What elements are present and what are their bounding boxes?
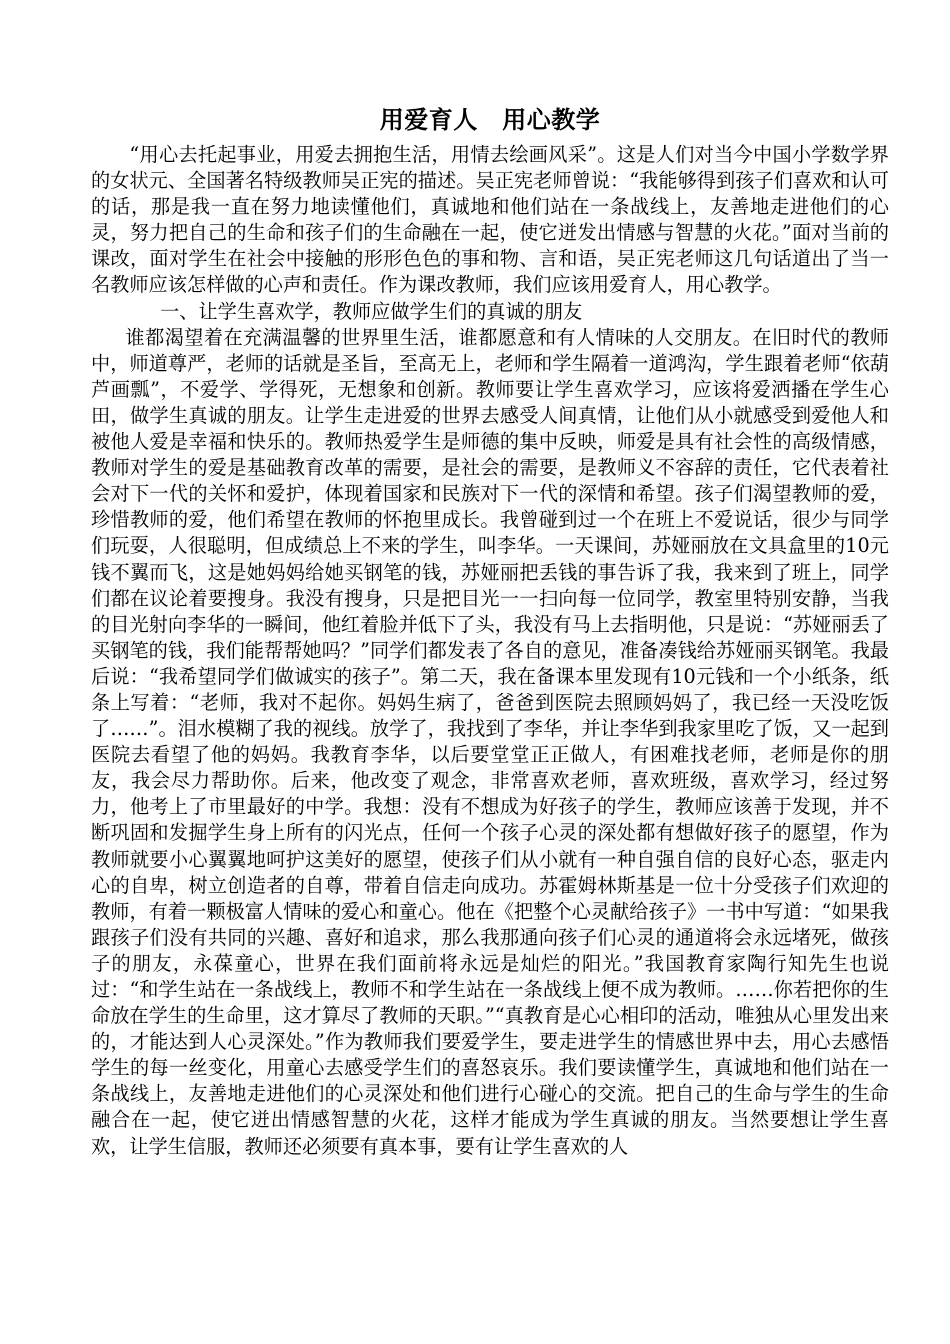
intro-paragraph: “用心去托起事业，用爱去拥抱生活，用情去绘画风采”。这是人们对当今中国小学数学界的女状元、全国著名特级教师吴正宪的描述。吴正宪老师曾说：“我能够得到孩子们喜欢和认可的话，那是我一直在努力地读懂他们，真诚地和他们站在一条战线上，友善地走进他们的心灵，努力把自己的生命和孩子们的生命融在一起，使它迸发出情感与智慧的火花。”面对当前的课改，面对学生在社会中接触的形形色色的事和物、言和语，吴正宪老师这几句话道出了当一名教师应该怎样做的心声和责任。作为课改教师，我们应该用爱育人，用心教学。: [91, 143, 889, 297]
body-paragraph: 谁都渴望着在充满温馨的世界里生活，谁都愿意和有人情味的人交朋友。在旧时代的教师中，师道尊严，老师的话就是圣旨，至高无上，老师和学生隔着一道鸿沟，学生跟着老师“依葫芦画瓢”，不爱学、学得死，无想象和创新。教师要让学生喜欢学习，应该将爱洒播在学生心田，做学生真诚的朋友。让学生走进爱的世界去感受人间真情，让他们从小就感受到爱他人和被他人爱是幸福和快乐的。教师热爱学生是师德的集中反映，师爱是具有社会性的高级情感，教师对学生的爱是基础教育改革的需要，是社会的需要，是教师义不容辞的责任，它代表着社会对下一代的关怀和爱护，体现着国家和民族对下一代的深情和希望。孩子们渴望教师的爱，珍惜教师的爱，他们希望在教师的怀抱里成长。我曾碰到过一个在班上不爱说话，很少与同学们玩耍，人很聪明，但成绩总上不来的学生，叫李华。一天课间，苏娅丽放在文具盒里的10元钱不翼而飞，这是她妈妈给她买钢笔的钱，苏娅丽把丢钱的事告诉了我，我来到了班上，同学们都在议论着要搜身。我没有搜身，只是把目光一一扫向每一位同学，教室里特别安静，当我的目光射向李华的一瞬间，他红着脸并低下了头，我没有马上去指明他，只是说：“苏娅丽丢了买钢笔的钱，我们能帮帮她吗？”同学们都发表了各自的意见，准备凑钱给苏娅丽买钢笔。我最后说：“我希望同学们做诚实的孩子”。第二天，我在备课本里发现有10元钱和一个小纸条，纸条上写着：“老师，我对不起你。妈妈生病了，爸爸到医院去照顾妈妈了，我已经一天没吃饭了……”。泪水模糊了我的视线。放学了，我找到了李华，并让李华到我家里吃了饭，又一起到医院去看望了他的妈妈。我教育李华，以后要堂堂正正做人，有困难找老师，老师是你的朋友，我会尽力帮助你。后来，他改变了观念，非常喜欢老师，喜欢班级，喜欢学习，经过努力，他考上了市里最好的中学。我想：没有不想成为好孩子的学生，教师应该善于发现，并不断巩固和发掘学生身上所有的闪光点，任何一个孩子心灵的深处都有想做好孩子的愿望，作为教师就要小心翼翼地呵护这美好的愿望，使孩子们从小就有一种自强自信的良好心态，驱走内心的自卑，树立创造者的自尊，带着自信走向成功。苏霍姆林斯基是一位十分受孩子们欢迎的教师，有着一颗极富人情味的爱心和童心。他在《把整个心灵献给孩子》一书中写道：“如果我跟孩子们没有共同的兴趣、喜好和追求，那么我那通向孩子们心灵的通道将会永远堵死，做孩子的朋友，永葆童心，世界在我们面前将永远是灿烂的阳光。”我国教育家陶行知先生也说过：“和学生站在一条战线上，教师不和学生站在一条战线上便不成为教师。……你若把你的生命放在学生的生命里，这才算尽了教师的天职。”“真教育是心心相印的活动，唯独从心里发出来的，才能达到人心灵深处。”作为教师我们要爱学生，要走进学生的情感世界中去，用心去感悟学生的每一丝变化，用童心去感受学生们的喜怒哀乐。我们要读懂学生，真诚地和他们站在一条战线上，友善地走进他们的心灵深处和他们进行心碰心的交流。把自己的生命与学生的生命融合在一起，使它迸出情感智慧的火花，这样才能成为学生真诚的朋友。当然要想让学生喜欢，让学生信服，教师还必须要有真本事，要有让学生喜欢的人: [91, 325, 889, 1158]
document-title: 用爱育人 用心教学: [379, 105, 601, 134]
section-heading: 一、让学生喜欢学，教师应做学生们的真诚的朋友: [160, 299, 583, 323]
document-body: [91, 98, 889, 1160]
